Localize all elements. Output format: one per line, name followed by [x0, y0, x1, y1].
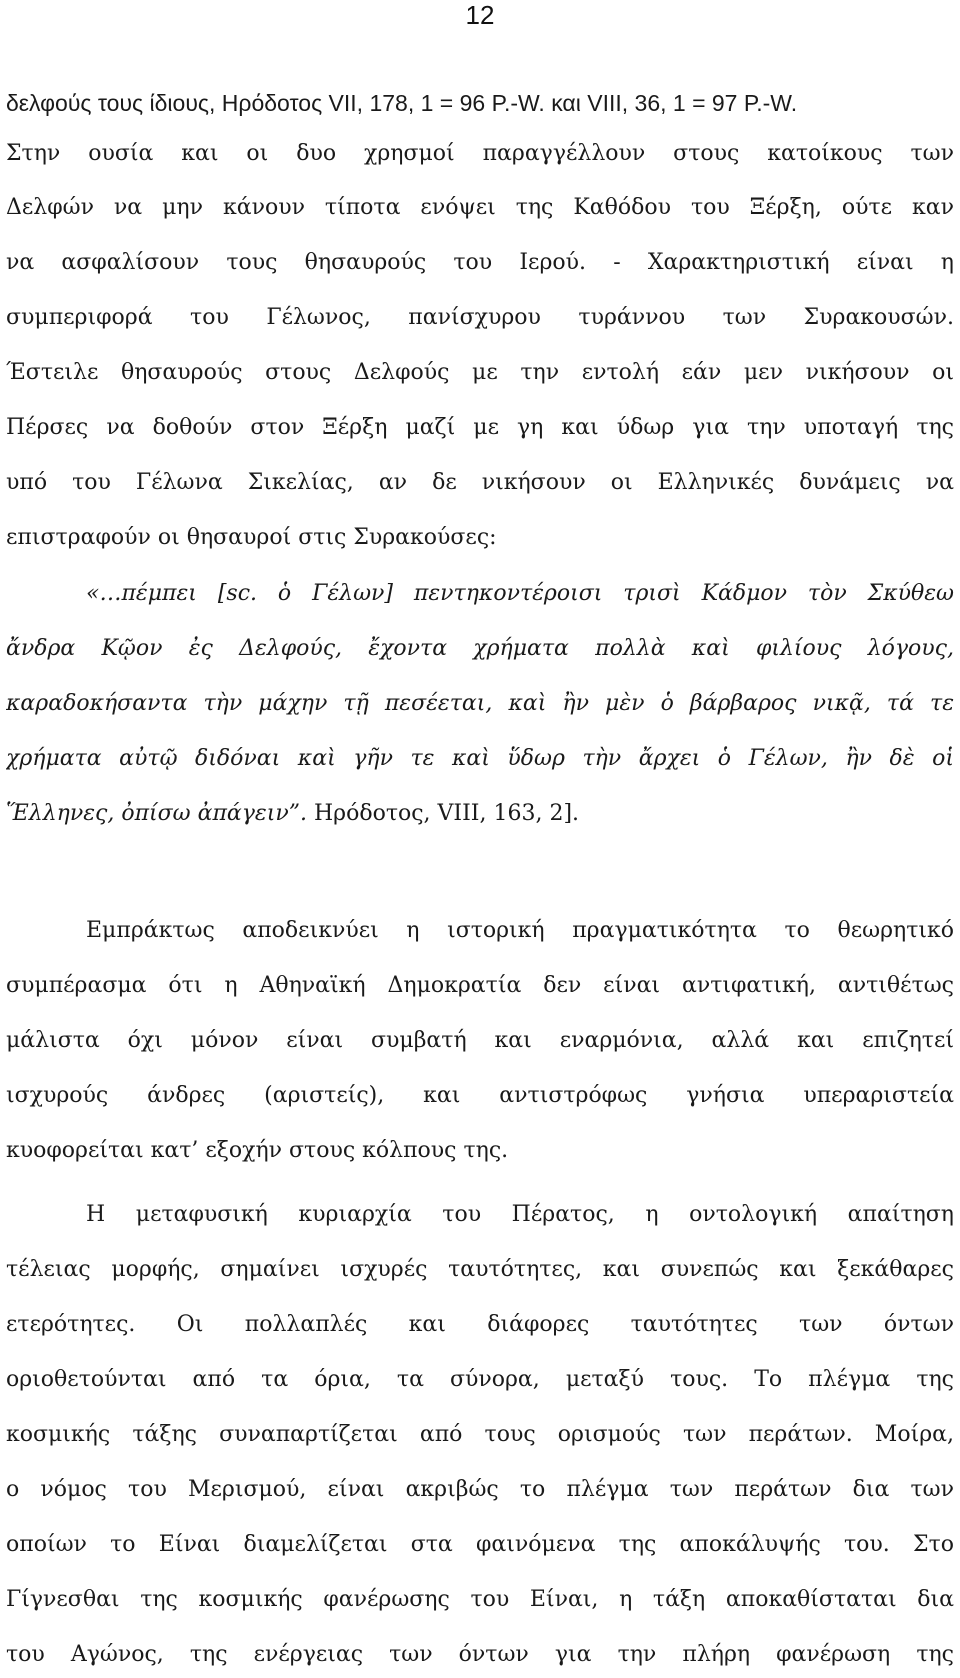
text-line: κυοφορείται κατ’ εξοχήν στους κόλπους της.	[6, 1138, 509, 1163]
citation: Ηρόδοτος, VIII, 163, 2].	[306, 801, 580, 826]
quote-line: καραδοκήσαντα τὴν μάχην τῇ πεσέεται, καὶ ἢν μὲν ὁ βάρβαρος νικᾷ, τά τε	[6, 691, 954, 716]
text-line: ισχυρούς άνδρες (αριστείς), και αντιστρόφως γνήσια υπεραριστεία	[6, 1083, 954, 1108]
text-line: Στην ουσία και οι δυο χρησμοί παραγγέλλουν στους κατοίκους των	[6, 141, 954, 166]
text-line: ο νόμος του Μερισμού, είναι ακριβώς το πλέγμα των περάτων δια των	[6, 1477, 954, 1502]
text-line: ετερότητες. Οι πολλαπλές και διάφορες ταυτότητες των όντων	[6, 1312, 954, 1337]
text-line: συμπεριφορά του Γέλωνος, πανίσχυρου τυράννου των Συρακουσών.	[6, 305, 954, 330]
text-line: κοσμικής τάξης συναπαρτίζεται από τους ορισμούς των περάτων. Μοίρα,	[6, 1422, 954, 1447]
text-line: Η μεταφυσική κυριαρχία του Πέρατος, η οντολογική απαίτηση	[86, 1202, 954, 1227]
text-line: του Αγώνος, της ενέργειας των όντων για την πλήρη φανέρωση της	[6, 1642, 954, 1667]
text-line: Δελφών να μην κάνουν τίποτα ενόψει της Καθόδου του Ξέρξη, ούτε καν	[6, 195, 954, 220]
text-line: οποίων το Είναι διαμελίζεται στα φαινόμενα της αποκάλυψής του. Στο	[6, 1532, 954, 1557]
text-line: Έστειλε θησαυρούς στους Δελφούς με την εντολή εάν μεν νικήσουν οι	[6, 360, 954, 385]
text-line: μάλιστα όχι μόνον είναι συμβατή και εναρμόνια, αλλά και επιζητεί	[6, 1028, 954, 1053]
text-line: οριοθετούνται από τα όρια, τα σύνορα, μεταξύ τους. Το πλέγμα της	[6, 1367, 954, 1392]
page-number: 12	[465, 0, 495, 30]
text-line: Εμπράκτως αποδεικνύει η ιστορική πραγματικότητα το θεωρητικό	[86, 918, 954, 943]
quote-line: «…πέμπει [sc. ὁ Γέλων] πεντηκοντέροισι τρισὶ Κάδμον τὸν Σκύθεω	[86, 581, 954, 606]
quote-line: χρήματα αὐτῷ διδόναι καὶ γῆν τε καὶ ὕδωρ τὴν ἄρχει ὁ Γέλων, ἢν δὲ οἱ	[6, 746, 954, 771]
quote-line: ἄνδρα Κῷον ἐς Δελφούς, ἔχοντα χρήματα πολλὰ καὶ φιλίους λόγους,	[6, 636, 954, 661]
text-line: δελφούς τους ίδιους, Ηρόδοτος VII, 178, 1 = 96 P.-W. και VIII, 36, 1 = 97 P.-W.	[6, 90, 798, 116]
text-line: να ασφαλίσουν τους θησαυρούς του Ιερού. - Χαρακτηριστική είναι η	[6, 250, 954, 275]
quote-line-last	[6, 786, 954, 842]
text-line: επιστραφούν οι θησαυροί στις Συρακούσες:	[6, 525, 497, 550]
text-line: τέλειας μορφής, σημαίνει ισχυρές ταυτότητες, και συνεπώς και ξεκάθαρες	[6, 1257, 954, 1282]
text-line: Πέρσες να δοθούν στον Ξέρξη μαζί με γη και ύδωρ για την υποταγή της	[6, 415, 954, 440]
quote-closing-italic: Ἕλληνες, ὀπίσω ἀπάγειν”.	[6, 801, 307, 826]
text-line: συμπέρασμα ότι η Αθηναϊκή Δημοκρατία δεν είναι αντιφατική, αντιθέτως	[6, 973, 954, 998]
text-line: υπό του Γέλωνα Σικελίας, αν δε νικήσουν οι Ελληνικές δυνάμεις να	[6, 470, 954, 495]
text-line: Γίγνεσθαι της κοσμικής φανέρωσης του Είναι, η τάξη αποκαθίσταται δια	[6, 1587, 954, 1612]
